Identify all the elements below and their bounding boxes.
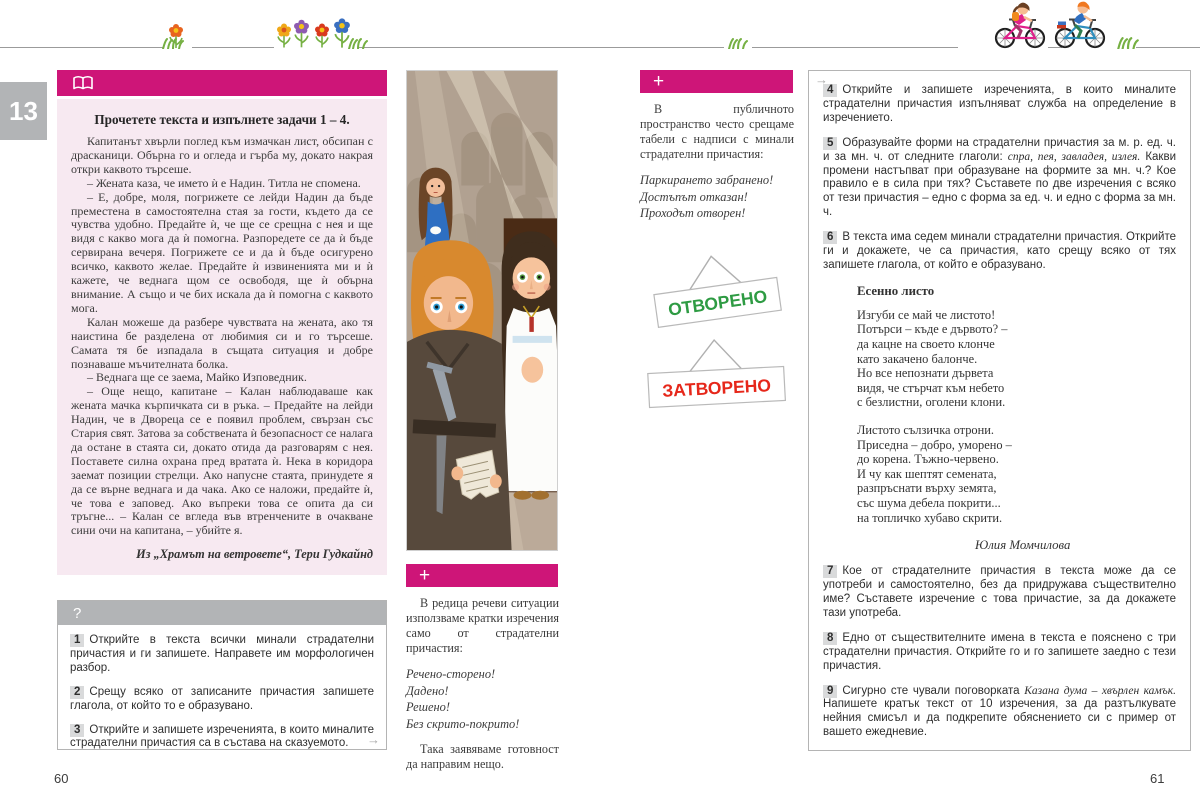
task-text: Какви промени настъпват при образуване на формите за мн. ч.? Кое правило е в сила при тях? Съставете по две изречения с всяко от тези причастия – едно с форма за ед. ч. и едно с форма за мн. ч. (823, 150, 1176, 219)
flower-icon (293, 18, 310, 49)
sign-closed (636, 328, 796, 414)
grass-icon (347, 37, 369, 49)
task-number: 1 (70, 634, 84, 647)
poem-line: да кацне на своето клонче (857, 337, 995, 352)
poem-line: Потърси – къде е дървото? – (857, 322, 1008, 337)
reading-text (71, 135, 373, 538)
flower-icon (314, 22, 330, 49)
top-rule (0, 47, 163, 48)
reading-header-bar (57, 70, 387, 96)
poem-line: разпръснати върху земята, (857, 481, 997, 496)
info-outro: Така заявяваме готовност да направим нещо. (406, 742, 559, 771)
poem-author: Юлия Момчилова (975, 538, 1071, 553)
poem-line: Но все непознати дървета (857, 366, 994, 381)
reading-title: Прочетете текста и изпълнете задачи 1 – 4. (94, 112, 350, 127)
tasks-body (58, 625, 386, 767)
plus-icon: + (419, 564, 431, 586)
example-line: Дадено! (406, 683, 449, 698)
poem-title: Есенно листо (857, 283, 935, 298)
task-item (823, 84, 1176, 126)
task-number: 7 (823, 565, 837, 578)
story-paragraph: – Веднага ще се заема, Майко Изповедник. (87, 370, 307, 385)
task-item (823, 565, 1176, 621)
poem-line: И чу как шептят семената, (857, 466, 997, 481)
info-examples (640, 172, 794, 222)
lesson-number-badge: 13 (0, 82, 47, 140)
example-line: Речено-сторено! (406, 667, 496, 681)
info-box-right (640, 102, 794, 232)
task-text: Напишете кратък текст от 10 изречения, за да разтълкувате нейния смисъл и да подкрепите обяснението си с пример от вашето ежедневие. (823, 698, 1176, 739)
task-text-italic: спра, пея, завладея, излея. (1007, 150, 1141, 163)
tasks-box-left (57, 600, 387, 750)
confessor-woman (502, 218, 558, 499)
top-rule (752, 47, 958, 48)
flower-icon (168, 23, 184, 49)
story-paragraph: – Още нещо, капитане – Калан наблюдаваше как жената мачка кърпичката си в ръка. – Предайте на лейди Надин, че в Двореца се е появил проблем, свързан със Стария свят. Затова за собствената ѝ безопасност се налага да остане в стаята си, докато отида да разговарям с нея. Поставете силна охрана пред вратата ѝ. Нека в коридора заемат позиции стрелци. Ако напусне стаята, принудете я да се върне веднага и да чака. Ако се наложи, предайте ѝ, че това е заповед. Ако въпреки това се опита да си тръгне... – Калан се вгледа във втренчените в очакване сини очи на капитана, – убийте я. (71, 384, 373, 538)
poem-line: със шума дебела покрити... (857, 496, 1001, 510)
task-number: 3 (70, 724, 84, 737)
poem-line: Приседна – добро, уморено – (857, 437, 1012, 452)
continuation-arrow-icon: → (815, 72, 828, 87)
story-paragraph: Калан можеше да разбере чувствата на жената, ако тя наистина бе разделена от любимия си и го търсеше. Самата тя бе изпадала в същата ситуация и добре познаваше мъчителната болка. (71, 314, 373, 371)
task-item (823, 231, 1176, 273)
task-text: Образувайте форми на страдателни причастия за м. р. ед. ч. и за мн. ч. от следните глаголи: (823, 136, 1176, 163)
sign-open (640, 246, 792, 328)
story-paragraph: – Жената каза, че името ѝ е Надин. Титла не спомена. (87, 175, 361, 190)
tasks-box-right (808, 70, 1191, 751)
task-item (70, 724, 374, 752)
task-text: Срещу всяко от записаните причастия запишете глагола, от който то е образувано. (70, 685, 374, 712)
page-number-left: 60 (54, 771, 69, 786)
task-item (823, 685, 1176, 741)
task-text: В текста има седем минали страдателни причастия. Открийте ги и докажете, че са причастия, като срещу всяко от тях запишете глагола, от който е образувано. (823, 231, 1176, 271)
task-number: 5 (823, 137, 837, 150)
page-number-right: 61 (1150, 771, 1165, 786)
poem-line: Листото сълзичка отрони. (857, 423, 994, 438)
poem-line: с безлистни, оголени клони. (857, 395, 1006, 410)
task-text: Открийте и запишете изреченията, в които миналите страдателни причастия са в състава на сказуемото. (70, 723, 374, 750)
bicycle-kids-illustration (985, 0, 1125, 49)
poem-line: видя, че стърчат към небето (857, 380, 1005, 395)
continuation-arrow-icon: → (367, 732, 380, 747)
grass-icon (726, 37, 750, 49)
poem-line: като закачено балонче. (857, 351, 978, 366)
task-text: Открийте и запишете изреченията, в които миналите страдателни причастия изпълняват служба на определение в изречението. (823, 84, 1176, 124)
poem-stanza (857, 308, 1176, 410)
info-intro: В публичното пространство често срещаме табели с надписи с минали страдателни причастия: (640, 102, 794, 161)
task-text: Едно от съществителните имена в текста е пояснено с три страдателни причастия. Открийте го и го запишете заедно с тези причастия. (823, 631, 1176, 672)
poem-line: Изгуби се май че листото! (857, 307, 996, 322)
poem-line: на топличко хубаво скрити. (857, 510, 1003, 525)
info-examples (406, 666, 559, 732)
example-line: Без скрито-покрито! (406, 716, 520, 731)
flower-icon (276, 22, 292, 49)
task-number: 8 (823, 632, 837, 645)
info-box-mid-header (406, 564, 558, 587)
task-number: 6 (823, 231, 837, 244)
reading-attribution: Из „Храмът на ветровете“, Тери Гудкайнд (136, 547, 373, 562)
sign-closed-label: ЗАТВОРЕНО (661, 375, 772, 401)
task-text-italic: Казана дума – хвърлен камък. (1024, 684, 1176, 697)
task-text: Сигурно сте чували поговорката (842, 684, 1025, 697)
info-intro: В редица речеви ситуации използваме кратки изречения само от страдателни причастия: (406, 596, 559, 655)
task-item (823, 632, 1176, 674)
task-number: 2 (70, 686, 84, 699)
info-box-mid (406, 596, 559, 772)
open-book-icon (72, 75, 94, 92)
tasks-header-bar (58, 601, 386, 625)
story-paragraph: – Е, добре, моля, погрижете се лейди Надин да бъде преместена в самостоятелна стая за гости, където да се чувства удобно. Предайте ѝ, че ще се срещна с нея и ще видя с какво мога да ѝ помогна. Разпоредете се да ѝ бъде сервирана вечеря. Погрижете се и да ѝ бъде осигурено всичко, каквото желае. Предайте ѝ извиненията ми и ѝ кажете, че веднага щом се освободя, ще ѝ обърна внимание. А също и че бих искала да ѝ помогна с каквото мога. (71, 189, 373, 315)
sign-open-label: ОТВОРЕНО (666, 286, 769, 320)
top-rule (358, 47, 724, 48)
task-number: 9 (823, 685, 837, 698)
task-number: 4 (823, 84, 837, 97)
task-text: Кое от страдателните причастия в текста може да се употреби и самостоятелно, без да придружава съществително име? Съставете изречение с това причастие, за да докажете тази употреба. (823, 565, 1176, 619)
example-line: Паркирането забранено! (640, 173, 774, 187)
boy-on-bike (1056, 2, 1104, 47)
poem-stanza (857, 423, 1176, 525)
info-box-right-header (640, 70, 793, 93)
poem (857, 284, 1176, 553)
example-line: Достъпът отказан! (640, 189, 748, 204)
story-paragraph: Капитанът хвърли поглед към измачкан лист, обсипан с драсканици. Обърна го и огледа и гърба му, докато накрая откри каквото търсеше. (71, 134, 373, 176)
task-item (823, 137, 1176, 220)
poem-line: до корена. Тъжно-червено. (857, 452, 999, 467)
example-line: Решено! (406, 700, 450, 714)
story-illustration (406, 70, 558, 551)
task-text: Открийте в текста всички минали страдателни причастия и ги запишете. Направете им морфологичен разбор. (70, 634, 374, 674)
task-item (70, 634, 374, 676)
plus-icon: + (653, 70, 665, 92)
task-item (70, 686, 374, 714)
question-mark-icon: ? (73, 604, 82, 622)
example-line: Проходът отворен! (640, 206, 746, 220)
girl-on-bike (996, 3, 1044, 47)
reading-body (57, 99, 387, 575)
reading-box (57, 70, 387, 575)
top-rule (1136, 47, 1200, 48)
top-rule (192, 47, 274, 48)
